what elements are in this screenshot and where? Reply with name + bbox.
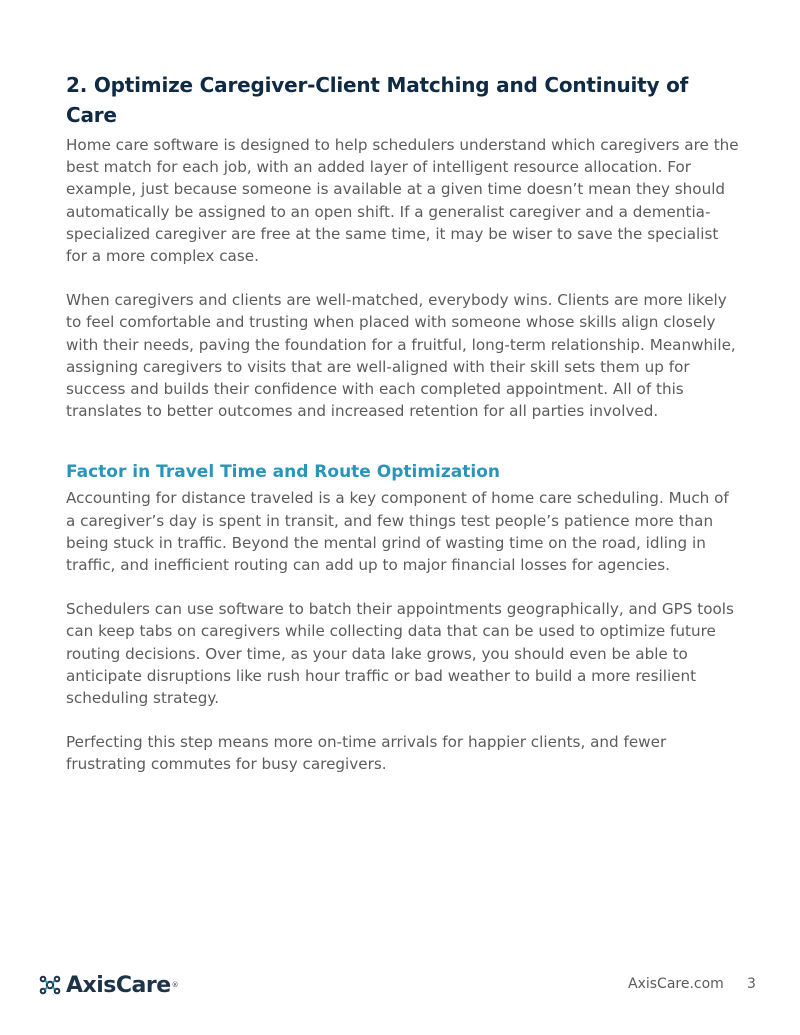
subsection-heading: Factor in Travel Time and Route Optimization	[66, 462, 500, 483]
section-paragraph-1: Home care software is designed to help schedulers understand which caregivers are the best match for each job, with an added layer of intelligent resource allocation. For example, just because someone is available at a given time doesn’t mean they should automatically be assigned to an open shift. If a generalist caregiver and a dementia-specialized caregiver are free at the same time, it may be wiser to save the specialist for a more complex case.	[66, 136, 739, 266]
logo-registered-mark: ®	[171, 981, 179, 989]
page-number: 3	[747, 976, 756, 992]
footer-site: AxisCare.com	[628, 976, 724, 992]
subsection-paragraph-3: Perfecting this step means more on-time arrivals for happier clients, and fewer frustrating commutes for busy caregivers.	[66, 733, 667, 774]
subsection-paragraph-1: Accounting for distance traveled is a key component of home care scheduling. Much of a caregiver’s day is spent in transit, and few things test people’s patience more than being stuck in traffic. Beyond the mental grind of wasting time on the road, idling in traffic, and inefficient routing can add up to major financial losses for agencies.	[66, 489, 729, 575]
subsection-paragraph-2: Schedulers can use software to batch their appointments geographically, and GPS tools can keep tabs on caregivers while collecting data that can be used to optimize future routing decisions. Over time, as your data lake grows, you should even be able to anticipate disruptions like rush hour traffic or bad weather to build a more resilient scheduling strategy.	[66, 600, 734, 708]
axiscare-logo	[38, 972, 179, 998]
axiscare-logo-icon	[38, 973, 62, 997]
page-content	[66, 66, 742, 776]
section-paragraph-2: When caregivers and clients are well-matched, everybody wins. Clients are more likely to feel comfortable and trusting when placed with someone whose skills align closely with their needs, paving the foundation for a fruitful, long-term relationship. Meanwhile, assigning caregivers to visits that are well-aligned with their skill sets them up for success and builds their confidence with each completed appointment. All of this translates to better outcomes and increased retention for all parties involved.	[66, 291, 736, 421]
logo-wordmark: AxisCare	[66, 972, 171, 998]
section-heading: 2. Optimize Caregiver-Client Matching and Continuity of Care	[66, 73, 689, 127]
